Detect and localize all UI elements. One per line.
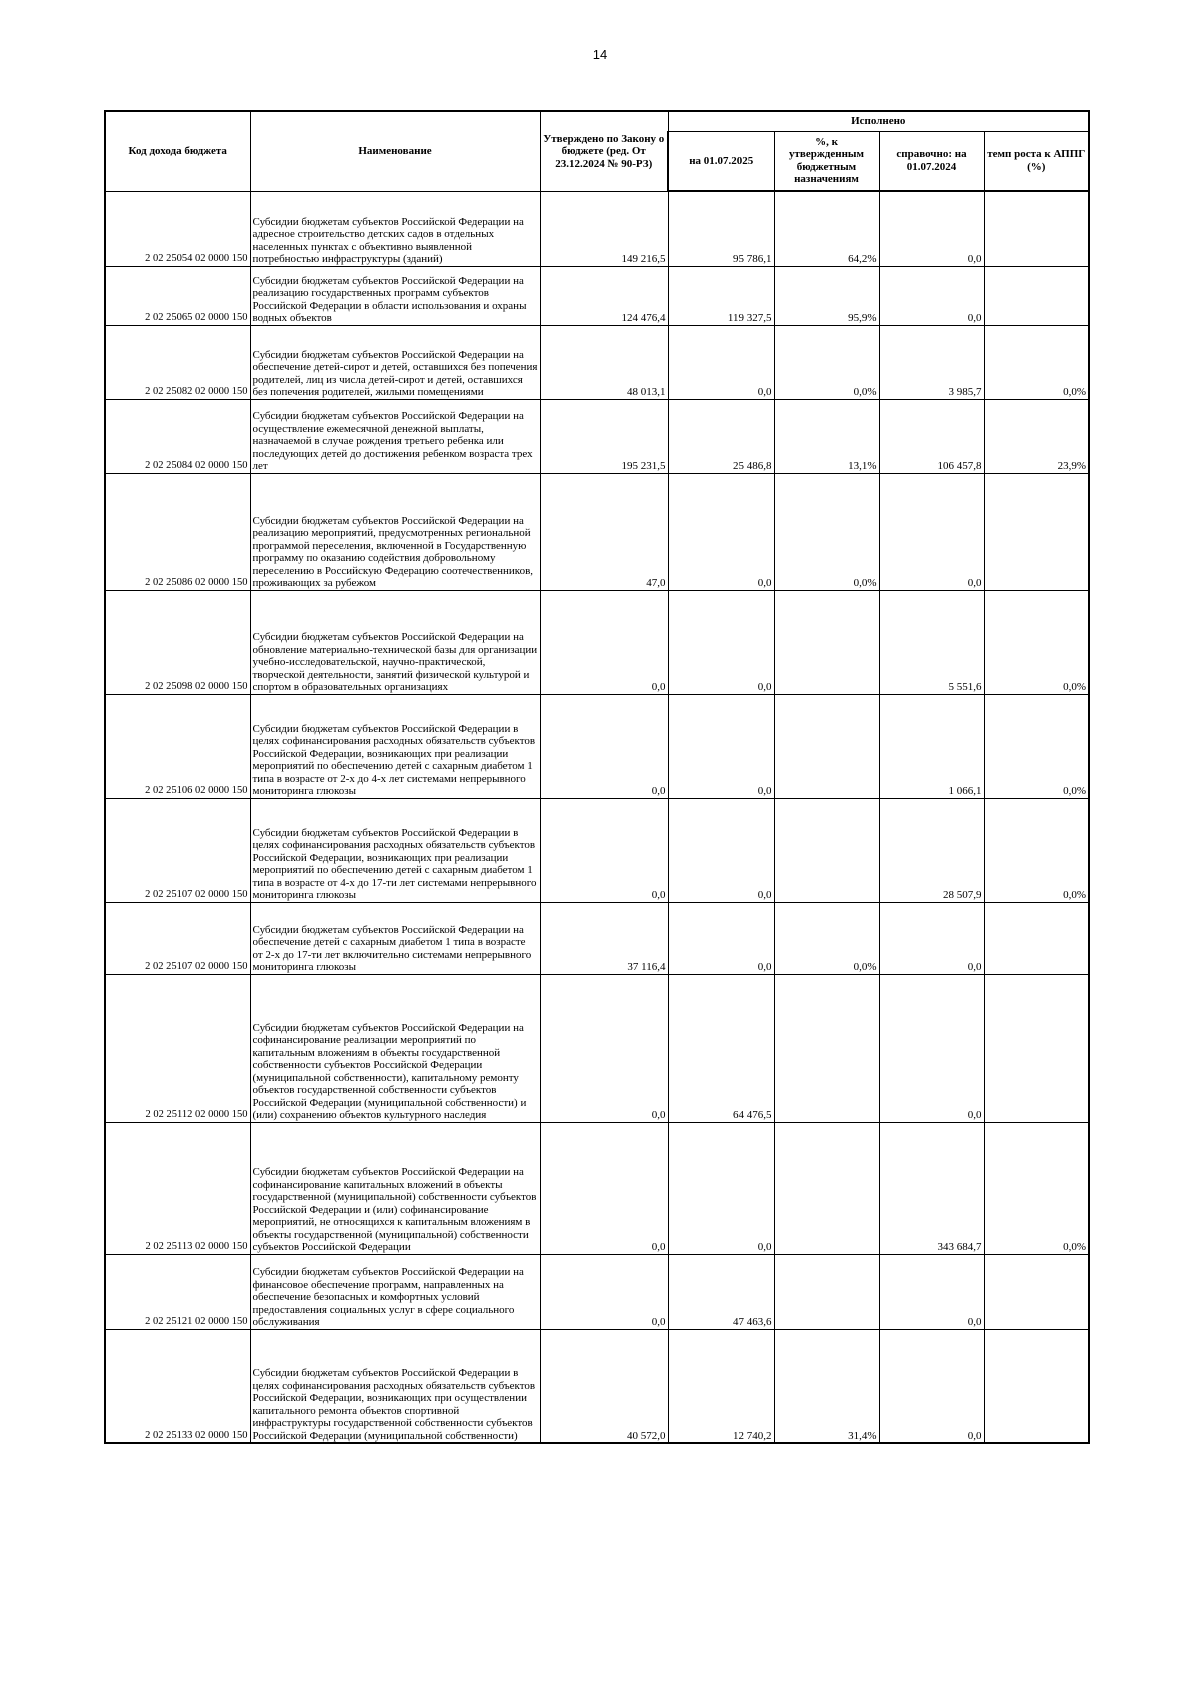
row-pct <box>774 974 879 1122</box>
row-approved: 0,0 <box>540 798 668 902</box>
row-executed: 0,0 <box>668 1122 774 1254</box>
row-name: Субсидии бюджетам субъектов Российской Федерации на реализацию мероприятий, предусмотренных региональной программой переселения, включенной в Государственную программу по оказанию содействия добровольному переселению в Российскую Федерацию соотечественников, проживающих за рубежом <box>250 473 540 590</box>
row-name: Субсидии бюджетам субъектов Российской Федерации на обновление материально-технической базы для организации учебно-исследовательской, научно-практической, творческой деятельности, занятий физической культурой и спортом в образовательных организациях <box>250 590 540 694</box>
table-row <box>105 1122 1089 1254</box>
table-row <box>105 694 1089 798</box>
row-code: 2 02 25065 02 0000 150 <box>105 266 250 325</box>
row-approved: 149 216,5 <box>540 191 668 266</box>
table-row <box>105 191 1089 266</box>
row-name: Субсидии бюджетам субъектов Российской Федерации на софинансирование капитальных вложений в объекты государственной (муниципальной) собственности субъектов Российской Федерации и (или) софинансирование мероприятий, не относящихся к капитальным вложениям в объекты государственной (муниципальной) собственности субъектов Российской Федерации <box>250 1122 540 1254</box>
row-pct: 31,4% <box>774 1329 879 1443</box>
table-row <box>105 399 1089 473</box>
table-row <box>105 590 1089 694</box>
table-row <box>105 266 1089 325</box>
row-pct: 13,1% <box>774 399 879 473</box>
header-growth: темп роста к АППГ (%) <box>984 131 1089 191</box>
row-approved: 40 572,0 <box>540 1329 668 1443</box>
row-growth: 0,0% <box>984 325 1089 399</box>
row-code: 2 02 25082 02 0000 150 <box>105 325 250 399</box>
row-executed: 0,0 <box>668 325 774 399</box>
row-approved: 47,0 <box>540 473 668 590</box>
table-row <box>105 325 1089 399</box>
row-name: Субсидии бюджетам субъектов Российской Федерации на реализацию государственных программ субъектов Российской Федерации в области использования и охраны водных объектов <box>250 266 540 325</box>
row-reference: 0,0 <box>879 473 984 590</box>
row-growth <box>984 473 1089 590</box>
row-growth <box>984 1254 1089 1329</box>
row-executed: 95 786,1 <box>668 191 774 266</box>
row-name: Субсидии бюджетам субъектов Российской Федерации на адресное строительство детских садов в отдельных населенных пунктах с объективно выявленной потребностью инфраструктуры (зданий) <box>250 191 540 266</box>
row-reference: 0,0 <box>879 191 984 266</box>
table-row <box>105 902 1089 974</box>
row-approved: 0,0 <box>540 974 668 1122</box>
header-approved: Утверждено по Закону о бюджете (ред. От 23.12.2024 № 90-РЗ) <box>540 111 668 191</box>
table-row <box>105 473 1089 590</box>
table-row <box>105 798 1089 902</box>
row-code: 2 02 25106 02 0000 150 <box>105 694 250 798</box>
row-pct <box>774 694 879 798</box>
row-code: 2 02 25084 02 0000 150 <box>105 399 250 473</box>
row-approved: 0,0 <box>540 694 668 798</box>
row-code: 2 02 25098 02 0000 150 <box>105 590 250 694</box>
row-growth <box>984 974 1089 1122</box>
row-growth <box>984 1329 1089 1443</box>
row-pct: 64,2% <box>774 191 879 266</box>
row-approved: 37 116,4 <box>540 902 668 974</box>
row-executed: 0,0 <box>668 902 774 974</box>
row-executed: 47 463,6 <box>668 1254 774 1329</box>
row-executed: 0,0 <box>668 473 774 590</box>
header-name: Наименование <box>250 111 540 191</box>
row-executed: 0,0 <box>668 590 774 694</box>
row-code: 2 02 25086 02 0000 150 <box>105 473 250 590</box>
row-approved: 195 231,5 <box>540 399 668 473</box>
row-name: Субсидии бюджетам субъектов Российской Федерации на обеспечение детей с сахарным диабетом 1 типа в возрасте от 2-х до 17-ти лет включительно системами непрерывного мониторинга глюкозы <box>250 902 540 974</box>
row-growth: 0,0% <box>984 694 1089 798</box>
row-reference: 28 507,9 <box>879 798 984 902</box>
row-reference: 0,0 <box>879 266 984 325</box>
row-approved: 0,0 <box>540 590 668 694</box>
row-reference: 106 457,8 <box>879 399 984 473</box>
row-executed: 119 327,5 <box>668 266 774 325</box>
row-pct: 95,9% <box>774 266 879 325</box>
row-code: 2 02 25121 02 0000 150 <box>105 1254 250 1329</box>
row-code: 2 02 25107 02 0000 150 <box>105 902 250 974</box>
header-reference: справочно: на 01.07.2024 <box>879 131 984 191</box>
row-name: Субсидии бюджетам субъектов Российской Федерации в целях софинансирования расходных обязательств субъектов Российской Федерации, возникающих при осуществлении капитального ремонта объектов спортивной инфраструктуры государственной собственности субъектов Российской Федерации (муниципальной собственности) <box>250 1329 540 1443</box>
row-growth: 23,9% <box>984 399 1089 473</box>
row-growth <box>984 191 1089 266</box>
header-on-date: на 01.07.2025 <box>668 131 774 191</box>
row-executed: 0,0 <box>668 798 774 902</box>
row-pct <box>774 1122 879 1254</box>
row-executed: 64 476,5 <box>668 974 774 1122</box>
page-number: 14 <box>592 47 608 62</box>
row-name: Субсидии бюджетам субъектов Российской Федерации на финансовое обеспечение программ, направленных на обеспечение безопасных и комфортных условий предоставления социальных услуг в сфере социального обслуживания <box>250 1254 540 1329</box>
budget-revenue-table <box>104 110 1090 1444</box>
table-row <box>105 1254 1089 1329</box>
row-growth: 0,0% <box>984 590 1089 694</box>
header-executed: Исполнено <box>668 111 1089 131</box>
row-growth: 0,0% <box>984 798 1089 902</box>
row-reference: 0,0 <box>879 1254 984 1329</box>
row-reference: 1 066,1 <box>879 694 984 798</box>
row-growth: 0,0% <box>984 1122 1089 1254</box>
row-reference: 0,0 <box>879 1329 984 1443</box>
row-executed: 25 486,8 <box>668 399 774 473</box>
row-reference: 343 684,7 <box>879 1122 984 1254</box>
row-approved: 48 013,1 <box>540 325 668 399</box>
row-name: Субсидии бюджетам субъектов Российской Федерации на осуществление ежемесячной денежной выплаты, назначаемой в случае рождения третьего ребенка или последующих детей до достижения ребенком возраста трех лет <box>250 399 540 473</box>
row-reference: 0,0 <box>879 902 984 974</box>
row-reference: 0,0 <box>879 974 984 1122</box>
row-pct: 0,0% <box>774 473 879 590</box>
row-executed: 12 740,2 <box>668 1329 774 1443</box>
row-reference: 3 985,7 <box>879 325 984 399</box>
row-reference: 5 551,6 <box>879 590 984 694</box>
row-growth <box>984 902 1089 974</box>
row-name: Субсидии бюджетам субъектов Российской Федерации на софинансирование реализации мероприятий по капитальным вложениям в объекты государственной собственности субъектов Российской Федерации (муниципальной собственности), капитальному ремонту объектов государственной собственности субъектов Российской Федерации (муниципальной собственности) и (или) сохранению объектов культурного наследия <box>250 974 540 1122</box>
row-code: 2 02 25133 02 0000 150 <box>105 1329 250 1443</box>
row-pct: 0,0% <box>774 902 879 974</box>
row-code: 2 02 25054 02 0000 150 <box>105 191 250 266</box>
row-approved: 0,0 <box>540 1122 668 1254</box>
row-executed: 0,0 <box>668 694 774 798</box>
row-pct <box>774 590 879 694</box>
header-code: Код дохода бюджета <box>105 111 250 191</box>
row-name: Субсидии бюджетам субъектов Российской Федерации в целях софинансирования расходных обязательств субъектов Российской Федерации, возникающих при реализации мероприятий по обеспечению детей с сахарным диабетом 1 типа в возрасте от 4-х до 17-ти лет системами непрерывного мониторинга глюкозы <box>250 798 540 902</box>
row-code: 2 02 25107 02 0000 150 <box>105 798 250 902</box>
row-name: Субсидии бюджетам субъектов Российской Федерации на обеспечение детей-сирот и детей, оставшихся без попечения родителей, лиц из числа детей-сирот и детей, оставшихся без попечения родителей, жилыми помещениями <box>250 325 540 399</box>
header-pct: %, к утвержденным бюджетным назначениям <box>774 131 879 191</box>
row-name: Субсидии бюджетам субъектов Российской Федерации в целях софинансирования расходных обязательств субъектов Российской Федерации, возникающих при реализации мероприятий по обеспечению детей с сахарным диабетом 1 типа в возрасте от 2-х до 4-х лет системами непрерывного мониторинга глюкозы <box>250 694 540 798</box>
row-approved: 0,0 <box>540 1254 668 1329</box>
row-pct <box>774 798 879 902</box>
row-approved: 124 476,4 <box>540 266 668 325</box>
row-pct: 0,0% <box>774 325 879 399</box>
table-row <box>105 1329 1089 1443</box>
table-row <box>105 974 1089 1122</box>
row-code: 2 02 25112 02 0000 150 <box>105 974 250 1122</box>
row-pct <box>774 1254 879 1329</box>
row-growth <box>984 266 1089 325</box>
row-code: 2 02 25113 02 0000 150 <box>105 1122 250 1254</box>
